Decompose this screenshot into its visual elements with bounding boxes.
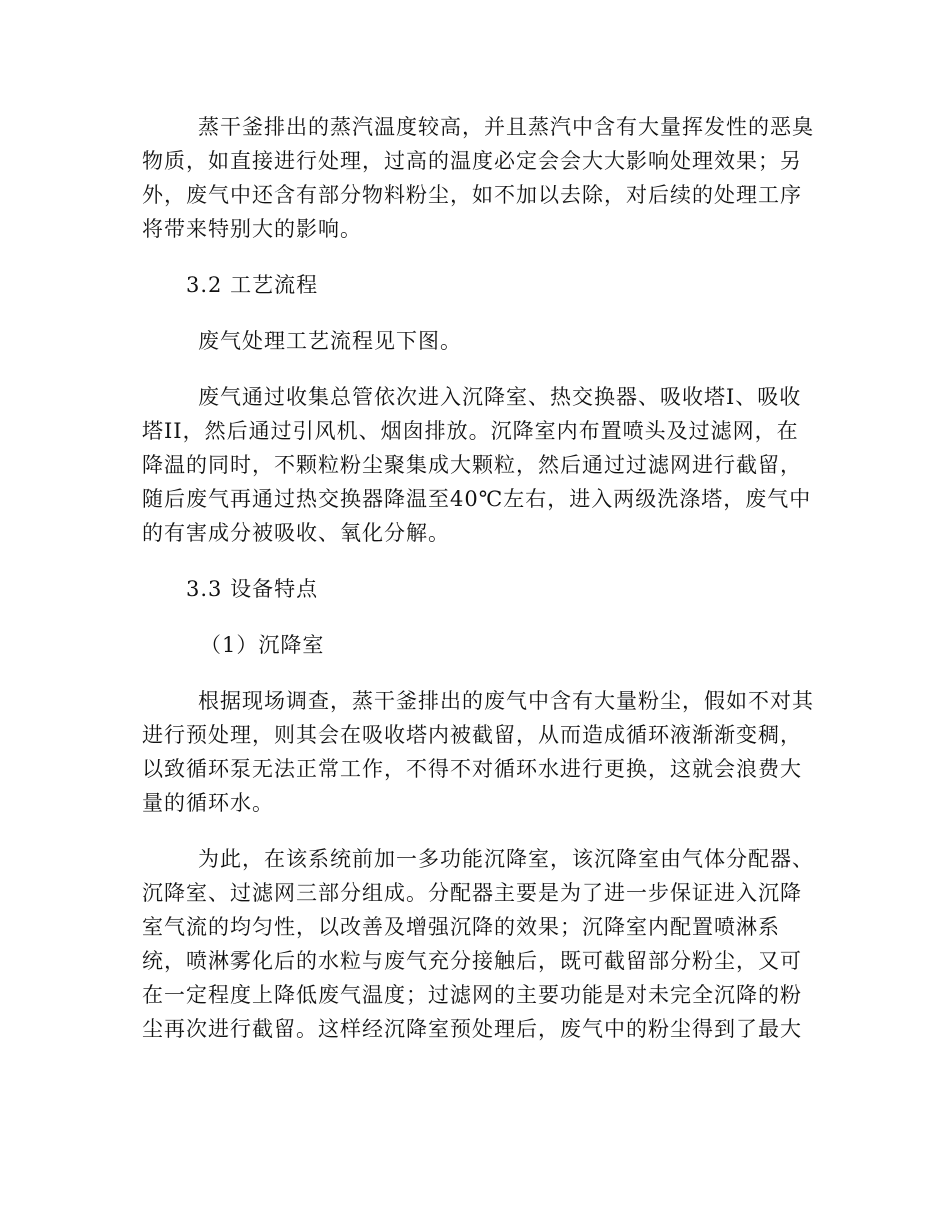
heading-text: 3.2 工艺流程 — [186, 273, 319, 297]
text-line: 尘再次进行截留。这样经沉降室预处理后，废气中的粉尘得到了最大 — [142, 1017, 802, 1041]
text-line: 量的循环水。 — [142, 791, 274, 815]
text-line: 塔II，然后通过引风机、烟囱排放。沉降室内布置喷头及过滤网，在 — [142, 419, 799, 443]
subheading-text: （1）沉降室 — [200, 633, 325, 657]
section-heading-3-2 — [142, 268, 808, 302]
text-line: 废气通过收集总管依次进入沉降室、热交换器、吸收塔I、吸收 — [198, 385, 802, 409]
subheading-settling-chamber — [142, 628, 808, 662]
text-line: 在一定程度上降低废气温度；过滤网的主要功能是对未完全沉降的粉 — [142, 983, 802, 1007]
text-line: 以致循环泵无法正常工作，不得不对循环水进行更换，这就会浪费大 — [142, 757, 802, 781]
text-line: 外，废气中还含有部分物料粉尘，如不加以去除，对后续的处理工序 — [142, 183, 802, 207]
paragraph-dust-problem — [142, 684, 814, 820]
paragraph-process-flow — [142, 380, 812, 550]
document-body — [142, 110, 814, 1046]
text-line: 统，喷淋雾化后的水粒与废气充分接触后，既可截留部分粉尘，又可 — [142, 949, 802, 973]
section-heading-3-3 — [142, 572, 808, 606]
text-line: 物质，如直接进行处理，过高的温度必定会会大大影响处理效果；另 — [142, 149, 802, 173]
paragraph-settling-design — [142, 842, 814, 1046]
text-line: 降温的同时，不颗粒粉尘聚集成大颗粒，然后通过过滤网进行截留， — [142, 453, 802, 477]
paragraph-process-intro — [142, 324, 808, 358]
text-line: 室气流的均匀性，以改善及增强沉降的效果；沉降室内配置喷淋系 — [142, 915, 780, 939]
text-line: 为此，在该系统前加一多功能沉降室，该沉降室由气体分配器、 — [198, 847, 814, 871]
text-line: 根据现场调查，蒸干釜排出的废气中含有大量粉尘，假如不对其 — [198, 689, 814, 713]
text-line: 进行预处理，则其会在吸收塔内被截留，从而造成循环液渐渐变稠， — [142, 723, 802, 747]
text-line: 将带来特别大的影响。 — [142, 217, 362, 241]
paragraph-steam-issue — [142, 110, 814, 246]
text-line: 废气处理工艺流程见下图。 — [198, 329, 462, 353]
text-line: 的有害成分被吸收、氧化分解。 — [142, 521, 450, 545]
text-line: 沉降室、过滤网三部分组成。分配器主要是为了进一步保证进入沉降 — [142, 881, 802, 905]
text-line: 蒸干釜排出的蒸汽温度较高，并且蒸汽中含有大量挥发性的恶臭 — [198, 115, 814, 139]
text-line: 随后废气再通过热交换器降温至40℃左右，进入两级洗涤塔，废气中 — [142, 487, 812, 511]
heading-text: 3.3 设备特点 — [186, 577, 319, 601]
